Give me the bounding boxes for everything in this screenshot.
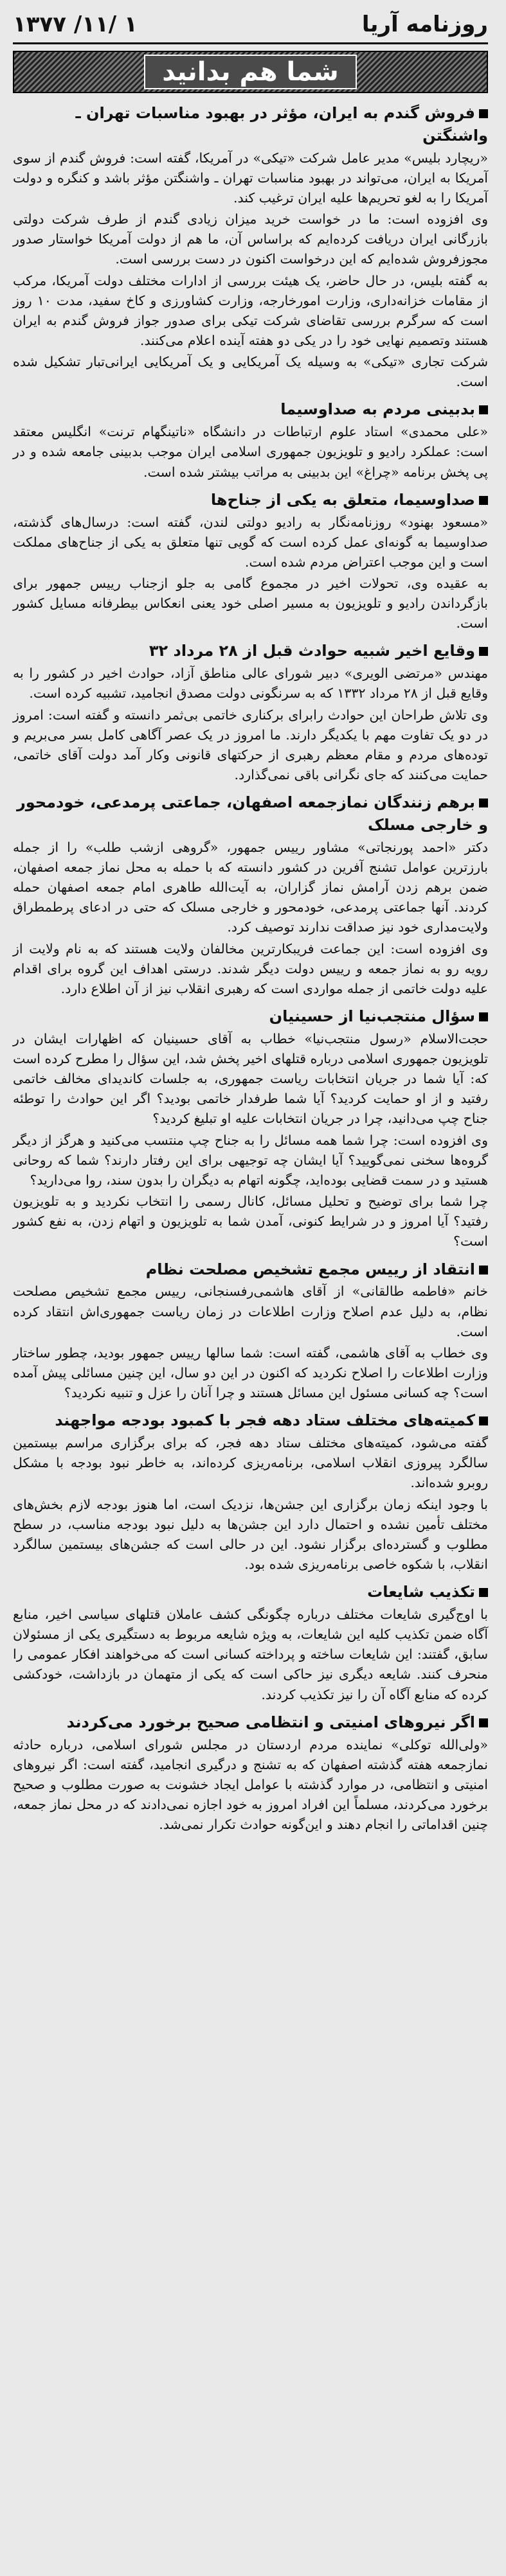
- square-bullet-icon: [479, 496, 488, 505]
- article-headline-text: فروش گندم به ایران، مؤثر در بهبود مناسبات تهران ـ واشنگتن: [75, 104, 488, 145]
- article-headline: [13, 398, 488, 421]
- article-headline: [13, 102, 488, 147]
- article-headline-text: صداوسیما، متعلق به یکی از جناح‌ها: [210, 490, 475, 509]
- newspaper-name: روزنامه آریا: [361, 12, 488, 37]
- article-headline-text: برهم زنندگان نمازجمعه اصفهان، جماعتی پرمدعی، خودمحور و خارجی مسلک: [16, 793, 488, 834]
- newspaper-header: [13, 6, 488, 44]
- article: [13, 1711, 488, 1835]
- square-bullet-icon: [479, 405, 488, 414]
- article-headline-text: انتقاد از رییس مجمع تشخیص مصلحت نظام: [145, 1260, 475, 1278]
- article-paragraph: وی افزوده است: ما در خواست خرید میزان زیادی گندم از طرف شرکت دولتی بازرگانی ایران دریافت کرده‌ایم که براساس آن، ما هم از دولت آمریکا خواستار صدور مجوزفروش شده‌ایم که این درخواست اکنون در دست بررسی است.: [13, 211, 488, 267]
- square-bullet-icon: [479, 1588, 488, 1597]
- article-headline: [13, 1581, 488, 1603]
- article-paragraph: به گفته بلیس، در حال حاضر، یک هیئت بررسی از ادارات مختلف دولت آمریکا، مرکب از مقامات خزانه‌داری، وزارت امورخارجه، وزارت کشاورزی و کاخ سفید، مدت ۱۰ روز است که سرگرم بررسی تقاضای شرکت تیکی برای صدور جواز فروش گندم به ایران هستند وتصمیم نهایی خود را در یکی دو هفته آینده اعلام می‌کنند.: [13, 272, 489, 348]
- article-paragraph: با اوج‌گیری شایعات مختلف درباره چگونگی کشف عاملان قتلهای سیاسی اخیر، منابع آگاه ضمن تکذیب کلیه این شایعات، به ویژه شایعه مربوط به دستگیری یکی از مسئولان سابق، گفتند: این شایعات ساخته و پرداخته کسانی است که می‌خواهند افکار عمومی را منحرف کنند. شایعه دیگری نیز حاکی است که یکی از متهمان در بازداشت، خودکشی کرده که منابع آگاه آن را نیز تکذیب کردند.: [13, 1606, 488, 1702]
- article-headline: [13, 791, 488, 836]
- article: [13, 398, 488, 482]
- article-headline: [13, 489, 488, 511]
- article-paragraph: به عقیده وی، تحولات اخیر در مجموع گامی به جلو ازجناب رییس جمهور برای بازگرداندن رادیو و تلویزیون به مسیر اصلی خود یعنی انعکاس بیطرفانه مسایل کشور است.: [13, 576, 488, 631]
- article-headline: [13, 1711, 488, 1734]
- article-paragraph: با وجود اینکه زمان برگزاری این جشن‌ها، نزدیک است، اما هنوز بودجه لازم بخش‌های مختلف تأمین نشده و احتمال دارد این جشن‌ها به دلیل نبود بودجه مناسب، در سطح مطلوب و گسترده‌ای برگزار نشود. این در حالی است که جشن‌های بیستمین سالگرد انقلاب، با شکوه خاصی برنامه‌ریزی شده بود.: [13, 1496, 488, 1573]
- square-bullet-icon: [479, 109, 488, 118]
- section-banner: [13, 51, 488, 93]
- article: [13, 791, 488, 999]
- article-paragraph: گفته می‌شود، کمیته‌های مختلف ستاد دهه فجر، که برای برگزاری مراسم بیستمین سالگرد پیروزی انقلاب اسلامی، برنامه‌ریزی کرده‌اند، به خاطر نبود بودجه با مشکل روبرو شده‌اند.: [13, 1435, 488, 1491]
- article-headline-text: تکذیب شایعات: [367, 1583, 475, 1601]
- article-headline-text: وقایع اخیر شبیه حوادث قبل از ۲۸ مرداد ۳۲: [149, 642, 475, 660]
- article-paragraph: مهندس «مرتضی الویری» دبیر شورای عالی مناطق آزاد، حوادث اخیر در کشور را به وقایع قبل از ۲۸ مرداد ۱۳۳۲ که به سرنگونی دولت مصدق انجامید، تشبیه کرده است.: [13, 666, 488, 701]
- article-headline: [13, 1258, 488, 1281]
- article: [13, 489, 488, 634]
- article: [13, 1005, 488, 1252]
- article-headline-text: کمیته‌های مختلف ستاد دهه فجر با کمبود بودجه مواجهند: [55, 1411, 475, 1430]
- article-paragraph: «ریچارد بلیس» مدیر عامل شرکت «تیکی» در آمریکا، گفته است: فروش گندم از سوی آمریکا به ایران، می‌تواند در بهبود مناسبات تهران ـ واشنگتن مؤثر باشد و کنگره و دولت آمریکا را به لغو تحریم‌ها علیه ایران ترغیب کند.: [13, 150, 488, 206]
- article-paragraph: «علی محمدی» استاد علوم ارتباطات در دانشگاه «ناتینگهام ترنت» انگلیس معتقد است: عملکرد رادیو و تلویزیون جمهوری اسلامی ایران موجب بدبینی جامعه شده و در پی پخش برنامه «چراغ» این بدبینی به مراتب بیشتر شده است.: [13, 424, 488, 480]
- article-paragraph: وی خطاب به آقای هاشمی، گفته است: شما سالها رییس جمهور بودید، چطور ساختار وزارت اطلاعات را اصلاح نکردید که اکنون در این دو سال، این چنین مسائلی پیش آمده است؟ چه کسانی مسئول این مسائل هستند و چرا آنان را عزل و تنبیه نکردید؟: [13, 1345, 488, 1401]
- article-paragraph: «ولی‌الله توکلی» نماینده مردم اردستان در مجلس شورای اسلامی، درباره حادثه نمازجمعه هفته گذشته اصفهان که به تشنج و درگیری انجامید، گفته است: اگر نیروهای امنیتی و انتظامی، در موارد گذشته با عوامل ایجاد خشونت به صورت مطلوب و صحیح برخورد می‌کردند، مسلماً این افراد امروز به خود اجازه نمی‌دادند که در محل نماز جمعه، چنین اقداماتی را انجام دهند و این‌گونه حوادث تکرار نمی‌شد.: [13, 1736, 488, 1833]
- article-paragraph: شرکت تجاری «تیکی» به وسیله یک آمریکایی و یک آمریکایی ایرانی‌تبار تشکیل شده است.: [13, 354, 488, 390]
- square-bullet-icon: [479, 1416, 488, 1425]
- article-paragraph: وی افزوده است: این جماعت فریبکارترین مخالفان ولایت هستند که به نام ولایت از رویه رو به نماز جمعه و رییس دولت دیگر شدند. درستی اهداف این گروه برای اقدام علیه دولت خاتمی از جمله مواردی است که رهبری انقلاب نیز از آن اطلاع دارد.: [13, 940, 488, 996]
- section-title: شما هم بدانید: [144, 55, 356, 89]
- square-bullet-icon: [479, 798, 488, 807]
- article-headline-text: بدبینی مردم به صداوسیما: [280, 400, 475, 419]
- issue-date: ۱۳۷۷ /۱۱/ ۱: [13, 12, 138, 37]
- square-bullet-icon: [479, 1718, 488, 1727]
- article-paragraph: خانم «فاطمه طالقانی» از آقای هاشمی‌رفسنجانی، رییس مجمع تشخیص مصلحت نظام، به دلیل عدم اصلاح وزارت اطلاعات در زمان ریاست جمهوری‌اش انتقاد کرده است.: [13, 1284, 488, 1339]
- article-headline-text: سؤال منتجب‌نیا از حسینیان: [269, 1007, 475, 1026]
- article: [13, 1581, 488, 1705]
- square-bullet-icon: [479, 1012, 488, 1021]
- article-paragraph: «مسعود بهنود» روزنامه‌نگار به رادیو دولتی لندن، گفته است: درسال‌های گذشته، صداوسیما به گونه‌ای عمل کرده است که گویی تنها متعلق به یکی از جناح‌های مملکت است و این موجب اعتراض مردم شده است.: [13, 514, 488, 570]
- article-headline: [13, 1409, 488, 1432]
- square-bullet-icon: [479, 647, 488, 656]
- square-bullet-icon: [479, 1266, 488, 1275]
- article-paragraph: چرا شما برای توضیح و تحلیل مسائل، کانال رسمی را انتخاب نکردید و به تلویزیون رفتید؟ آیا امروز و در شرایط کنونی، آمدن شما به تلویزیون و اتهام زدن، به نفع کشور است؟: [13, 1194, 488, 1249]
- article-paragraph: وی افزوده است: چرا شما همه مسائل را به جناح چپ منتسب می‌کنید و هرگز از دیگر گروه‌ها سخنی نمی‌گویید؟ آیا ایشان چه توجیهی برای این رفتار دارند؟ شما که روحانی هستید و در سمت قضایی بوده‌اید، چگونه اتهام به دیگران را بدون سند، روا می‌دارید؟: [13, 1132, 488, 1188]
- article-paragraph: حجت‌الاسلام «رسول منتجب‌نیا» خطاب به آقای حسینیان که اظهارات ایشان در تلویزیون جمهوری اسلامی درباره قتلهای اخیر پخش شد، این سؤال را مطرح کرده است که: آیا شما در جریان انتخابات ریاست جمهوری، به جلسات کاندیدای مخالف خاتمی رفتید و از او حمایت کردید؟ آیا شما طرفدار خاتمی بودید؟ اگر این حوادث را توطئه جناح چپ می‌دانید، چرا در جریان انتخابات علیه او تبلیغ کردید؟: [13, 1030, 488, 1127]
- article-paragraph: وی تلاش طراحان این حوادث رابرای برکناری خاتمی بی‌ثمر دانسته و گفته است: امروز در دو یک تفاوت مهم با یکدیگر دارند. ما امروز در یک عصر آگاهی کامل بسر می‌بریم و توده‌های مردم و مقام معظم رهبری از حرکتهای قانونی وکار آمد دولت آقای خاتمی، حمایت می‌کنند که جای نگرانی باقی نمی‌گذارد.: [13, 707, 488, 783]
- article-headline-text: اگر نیروهای امنیتی و انتظامی صحیح برخورد می‌کردند: [66, 1713, 475, 1731]
- article-headline: [13, 640, 488, 662]
- article-paragraph: دکتر «احمد پورنجاتی» مشاور رییس جمهور، «گروهی ازشب طلب» را از جمله بارزترین عوامل تشنج آفرین در کشور دانسته که با حمله به محل نماز جمعه اصفهان، ضمن برهم زدن آرامش نماز گزاران، به آیت‌الله طاهری امام جمعه اصفهان حمله کردند. آنها جماعتی پرمدعی، خودمحور و خارجی مسلک که حتی در ادعای پرطمطراق ولایت‌مداری خود نیز صداقت ندارند توصیف کرد.: [13, 839, 488, 935]
- article: [13, 640, 488, 785]
- article: [13, 1258, 488, 1404]
- article: [13, 1409, 488, 1575]
- article: [13, 102, 488, 392]
- article-headline: [13, 1005, 488, 1028]
- articles-column: [13, 102, 488, 1835]
